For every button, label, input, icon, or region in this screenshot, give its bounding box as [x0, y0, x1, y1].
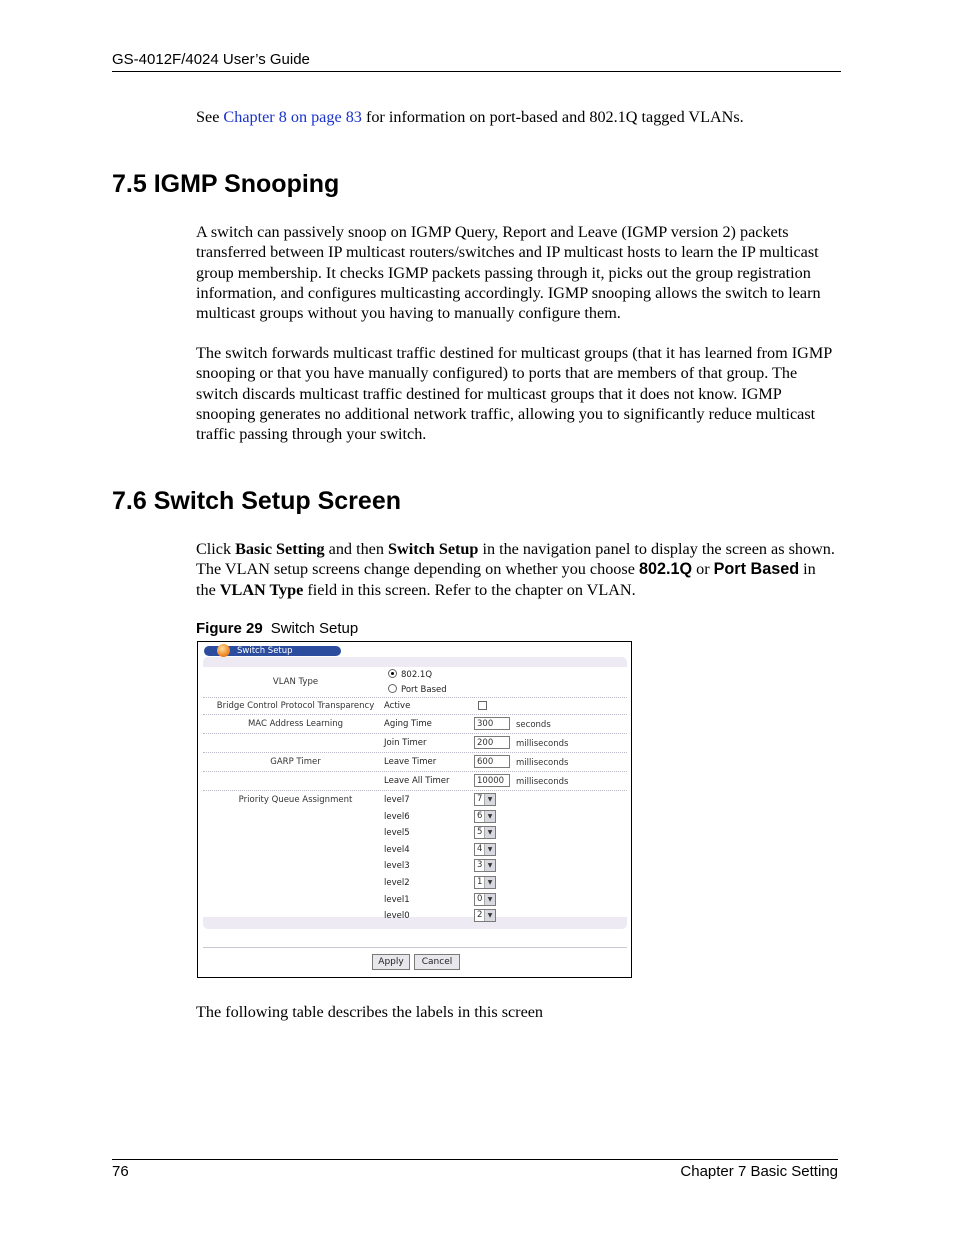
bpdu-row	[203, 698, 627, 715]
priority-level-value: 1	[477, 877, 483, 887]
priority-level-label: level6	[384, 811, 410, 822]
bpdu-label: Bridge Control Protocol Transparency	[216, 701, 375, 711]
intro-paragraph	[196, 107, 838, 127]
radio-off-icon[interactable]	[388, 684, 397, 693]
term-port-based: Port Based	[713, 560, 800, 579]
priority-level-select[interactable]	[474, 810, 496, 823]
intro-see: See	[196, 108, 224, 126]
dropdown-arrow-icon[interactable]: ▼	[484, 794, 495, 805]
screen-title: Switch Setup	[237, 646, 293, 656]
dropdown-arrow-icon[interactable]: ▼	[484, 910, 495, 921]
figure-title: Switch Setup	[270, 620, 359, 637]
leave-unit: milliseconds	[516, 758, 569, 768]
form-area	[203, 667, 627, 922]
dropdown-arrow-icon[interactable]: ▼	[484, 877, 495, 888]
t6: field in this screen. Refer to the chapter on VLAN.	[303, 580, 636, 599]
guide-title: GS-4012F/4024 User’s Guide	[112, 51, 310, 68]
chapter-name: Chapter 7 Basic Setting	[680, 1163, 838, 1180]
priority-level-select[interactable]	[474, 893, 496, 906]
mac-learning-row	[203, 715, 627, 734]
basic-setting-term: Basic Setting	[235, 540, 325, 558]
heading-switch-setup: 7.6 Switch Setup Screen	[112, 487, 401, 515]
igmp-para-1-text: A switch can passively snoop on IGMP Query, Report and Leave (IGMP version 2) packets transferred between IP multicast routers/switches and IP multicast hosts to learn the IP multicast group membership. It checks IGMP packets passing through it, picks out the group registration information, and configures multicasting accordingly. IGMP snooping allows the switch to learn multicast groups without you having to manually configure them.	[196, 223, 821, 323]
radio-port-based[interactable]	[388, 684, 447, 695]
switch-setup-screenshot	[197, 641, 632, 978]
priority-level-value: 2	[477, 910, 483, 921]
dropdown-arrow-icon[interactable]: ▼	[484, 811, 495, 822]
join-timer-input[interactable]: 200	[474, 736, 510, 749]
radio-port-label: Port Based	[401, 685, 447, 695]
leave-all-timer-input[interactable]: 10000	[474, 774, 510, 787]
vlan-type-label: VLAN Type	[272, 677, 319, 687]
heading-igmp-snooping: 7.5 IGMP Snooping	[112, 170, 340, 198]
priority-level-value: 3	[477, 860, 483, 871]
igmp-para-2-text: The switch forwards multicast traffic destined for multicast groups (that it has learned from IGMP snooping or that you have manually configured) to ports that are members of that group. The switch discards multicast traffic destined for multicast groups that it does not know. IGMP snooping generates no additional network traffic, allowing you to significantly reduce multicast traffic passing through your switch.	[196, 344, 832, 444]
leave-timer-input[interactable]: 600	[474, 755, 510, 768]
radio-on-icon[interactable]	[388, 669, 397, 678]
priority-level-value: 6	[477, 810, 483, 821]
mac-learning-label: MAC Address Learning	[247, 719, 344, 729]
t2: and then	[324, 540, 388, 558]
intro-rest: for information on port-based and 802.1Q tagged VLANs.	[361, 108, 744, 126]
vlan-type-row	[203, 667, 627, 698]
dropdown-arrow-icon[interactable]: ▼	[484, 860, 495, 871]
following-text	[196, 1002, 838, 1022]
figure-number: Figure 29	[196, 620, 263, 637]
priority-level-select[interactable]	[474, 909, 496, 922]
leave-timer-label: Leave Timer	[384, 757, 437, 767]
t5: in the	[196, 560, 816, 599]
igmp-para-2	[196, 343, 838, 444]
dropdown-arrow-icon[interactable]: ▼	[484, 827, 495, 838]
priority-level-value: 7	[477, 794, 483, 804]
priority-level-select[interactable]	[474, 876, 496, 889]
switch-setup-para	[196, 539, 838, 600]
cancel-button[interactable]: Cancel	[414, 954, 460, 970]
active-label: Active	[384, 701, 411, 711]
leave-all-timer-row	[203, 772, 627, 791]
leave-timer-row	[203, 753, 627, 772]
settings-panel	[203, 657, 627, 929]
vlan-type-term: VLAN Type	[219, 580, 304, 599]
priority-level-select[interactable]	[474, 843, 496, 856]
radio-8021q-label: 802.1Q	[401, 670, 433, 680]
dropdown-arrow-icon[interactable]: ▼	[484, 894, 495, 905]
leave-all-unit: milliseconds	[516, 777, 569, 787]
term-8021q: 802.1Q	[638, 560, 693, 579]
leave-all-timer-label: Leave All Timer	[384, 776, 450, 786]
priority-level-value: 4	[477, 843, 483, 854]
priority-level-select[interactable]	[474, 859, 496, 872]
priority-level-value: 0	[477, 893, 483, 904]
priority-level-label: level4	[384, 844, 410, 855]
priority-queue-label: Priority Queue Assignment	[238, 795, 353, 805]
page-number: 76	[112, 1163, 129, 1180]
aging-time-label: Aging Time	[384, 719, 432, 729]
button-separator	[203, 947, 627, 948]
priority-level-label: level2	[384, 878, 410, 888]
page-footer	[112, 1159, 838, 1180]
priority-level-label: level5	[384, 828, 410, 839]
priority-level-label: level0	[384, 911, 410, 922]
priority-level-value: 5	[477, 827, 483, 838]
garp-timer-label: GARP Timer	[270, 757, 321, 767]
priority-level-label: level7	[384, 795, 410, 805]
join-unit: milliseconds	[516, 739, 569, 749]
aging-unit: seconds	[516, 720, 551, 730]
igmp-para-1	[196, 222, 838, 323]
aging-time-input[interactable]: 300	[474, 717, 510, 730]
priority-level-select[interactable]	[474, 826, 496, 839]
t4: or	[692, 560, 714, 579]
running-header	[112, 51, 841, 72]
apply-button[interactable]: Apply	[372, 954, 410, 970]
switch-setup-term: Switch Setup	[388, 540, 479, 558]
dropdown-arrow-icon[interactable]: ▼	[484, 844, 495, 855]
orb-icon	[217, 644, 230, 657]
t1: Click	[196, 540, 236, 558]
screen-title-bar	[204, 646, 341, 656]
priority-level-select[interactable]	[474, 793, 496, 806]
join-timer-label: Join Timer	[384, 738, 427, 748]
figure-caption	[196, 620, 358, 637]
join-timer-row	[203, 734, 627, 753]
t3: in the navigation panel to display the screen as shown. The VLAN setup screens change depending on whether you choose	[196, 540, 835, 579]
priority-level-label: level1	[384, 894, 410, 905]
priority-level-label: level3	[384, 861, 410, 872]
priority-queue-row	[203, 791, 627, 927]
active-checkbox[interactable]	[478, 701, 487, 710]
following-text-content: The following table describes the labels in this screen	[196, 1003, 544, 1021]
radio-8021q[interactable]	[388, 669, 432, 680]
chapter-8-link[interactable]: Chapter 8 on page 83	[223, 108, 362, 126]
